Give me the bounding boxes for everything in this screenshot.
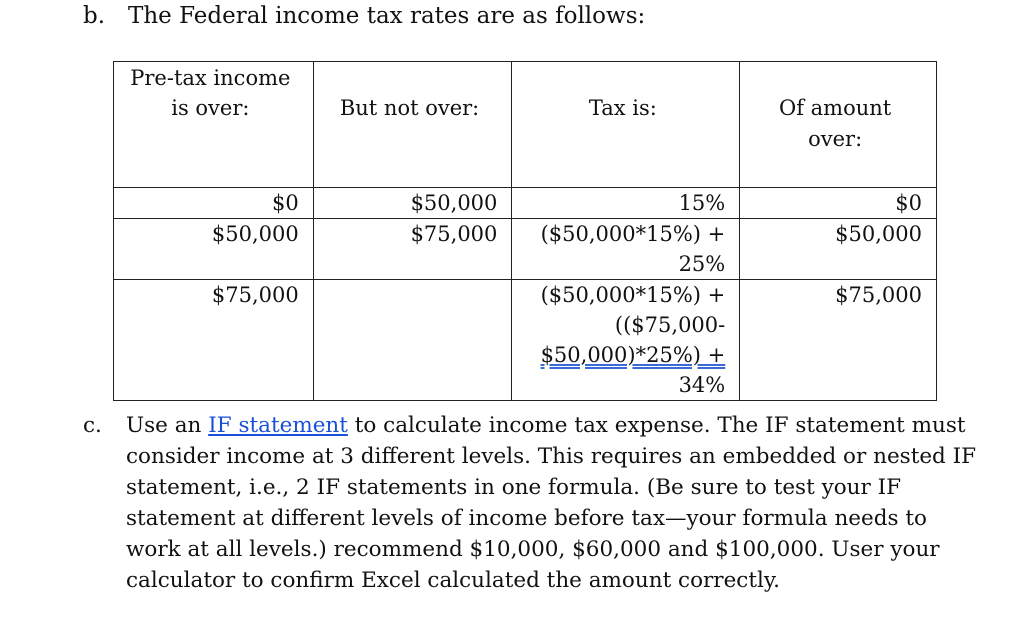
cell-over: $0 (114, 188, 314, 219)
table-row (114, 219, 937, 280)
cell-not-over: $50,000 (313, 188, 512, 219)
cell-tax: 15% (512, 188, 740, 219)
cell-of-amount: $0 (740, 188, 937, 219)
section-c (83, 410, 983, 596)
cell-over: $75,000 (114, 280, 314, 401)
section-b-heading (83, 0, 645, 32)
cell-tax: ($50,000*15%) + 25% (512, 219, 740, 280)
header-pre-tax-income: Pre-tax income is over: (114, 62, 314, 188)
cell-of-amount: $50,000 (740, 219, 937, 280)
header-of-amount-over: Of amount over: (740, 62, 937, 188)
cell-not-over (313, 280, 512, 401)
section-c-marker: c. (83, 413, 102, 438)
table-row (114, 280, 937, 401)
section-b-marker: b. (83, 3, 106, 29)
cell-over: $50,000 (114, 219, 314, 280)
cell-not-over: $75,000 (313, 219, 512, 280)
cell-of-amount: $75,000 (740, 280, 937, 401)
tax-rate-table (113, 61, 937, 401)
header-but-not-over: But not over: (313, 62, 512, 188)
section-c-paragraph: Use an IF statement to calculate income tax expense. The IF statement must consider income at 3 different levels. This requires an embedded or nested IF statement, i.e., 2 IF statements in one formula. (Be sure to test your IF statement at different levels of income before tax—your formula needs to work at all levels.) recommend $10,000, $60,000 and $100,000. User your calculator to confirm Excel calculated the amount correctly. (126, 413, 977, 593)
table-row (114, 188, 937, 219)
section-b-title: The Federal income tax rates are as follows: (128, 3, 646, 29)
cell-tax: ($50,000*15%) + (($75,000- $50,000)*25%) + 34% (512, 280, 740, 401)
header-tax-is: Tax is: (512, 62, 740, 188)
table-header-row (114, 62, 937, 188)
if-statement-link[interactable]: IF statement (208, 413, 348, 438)
